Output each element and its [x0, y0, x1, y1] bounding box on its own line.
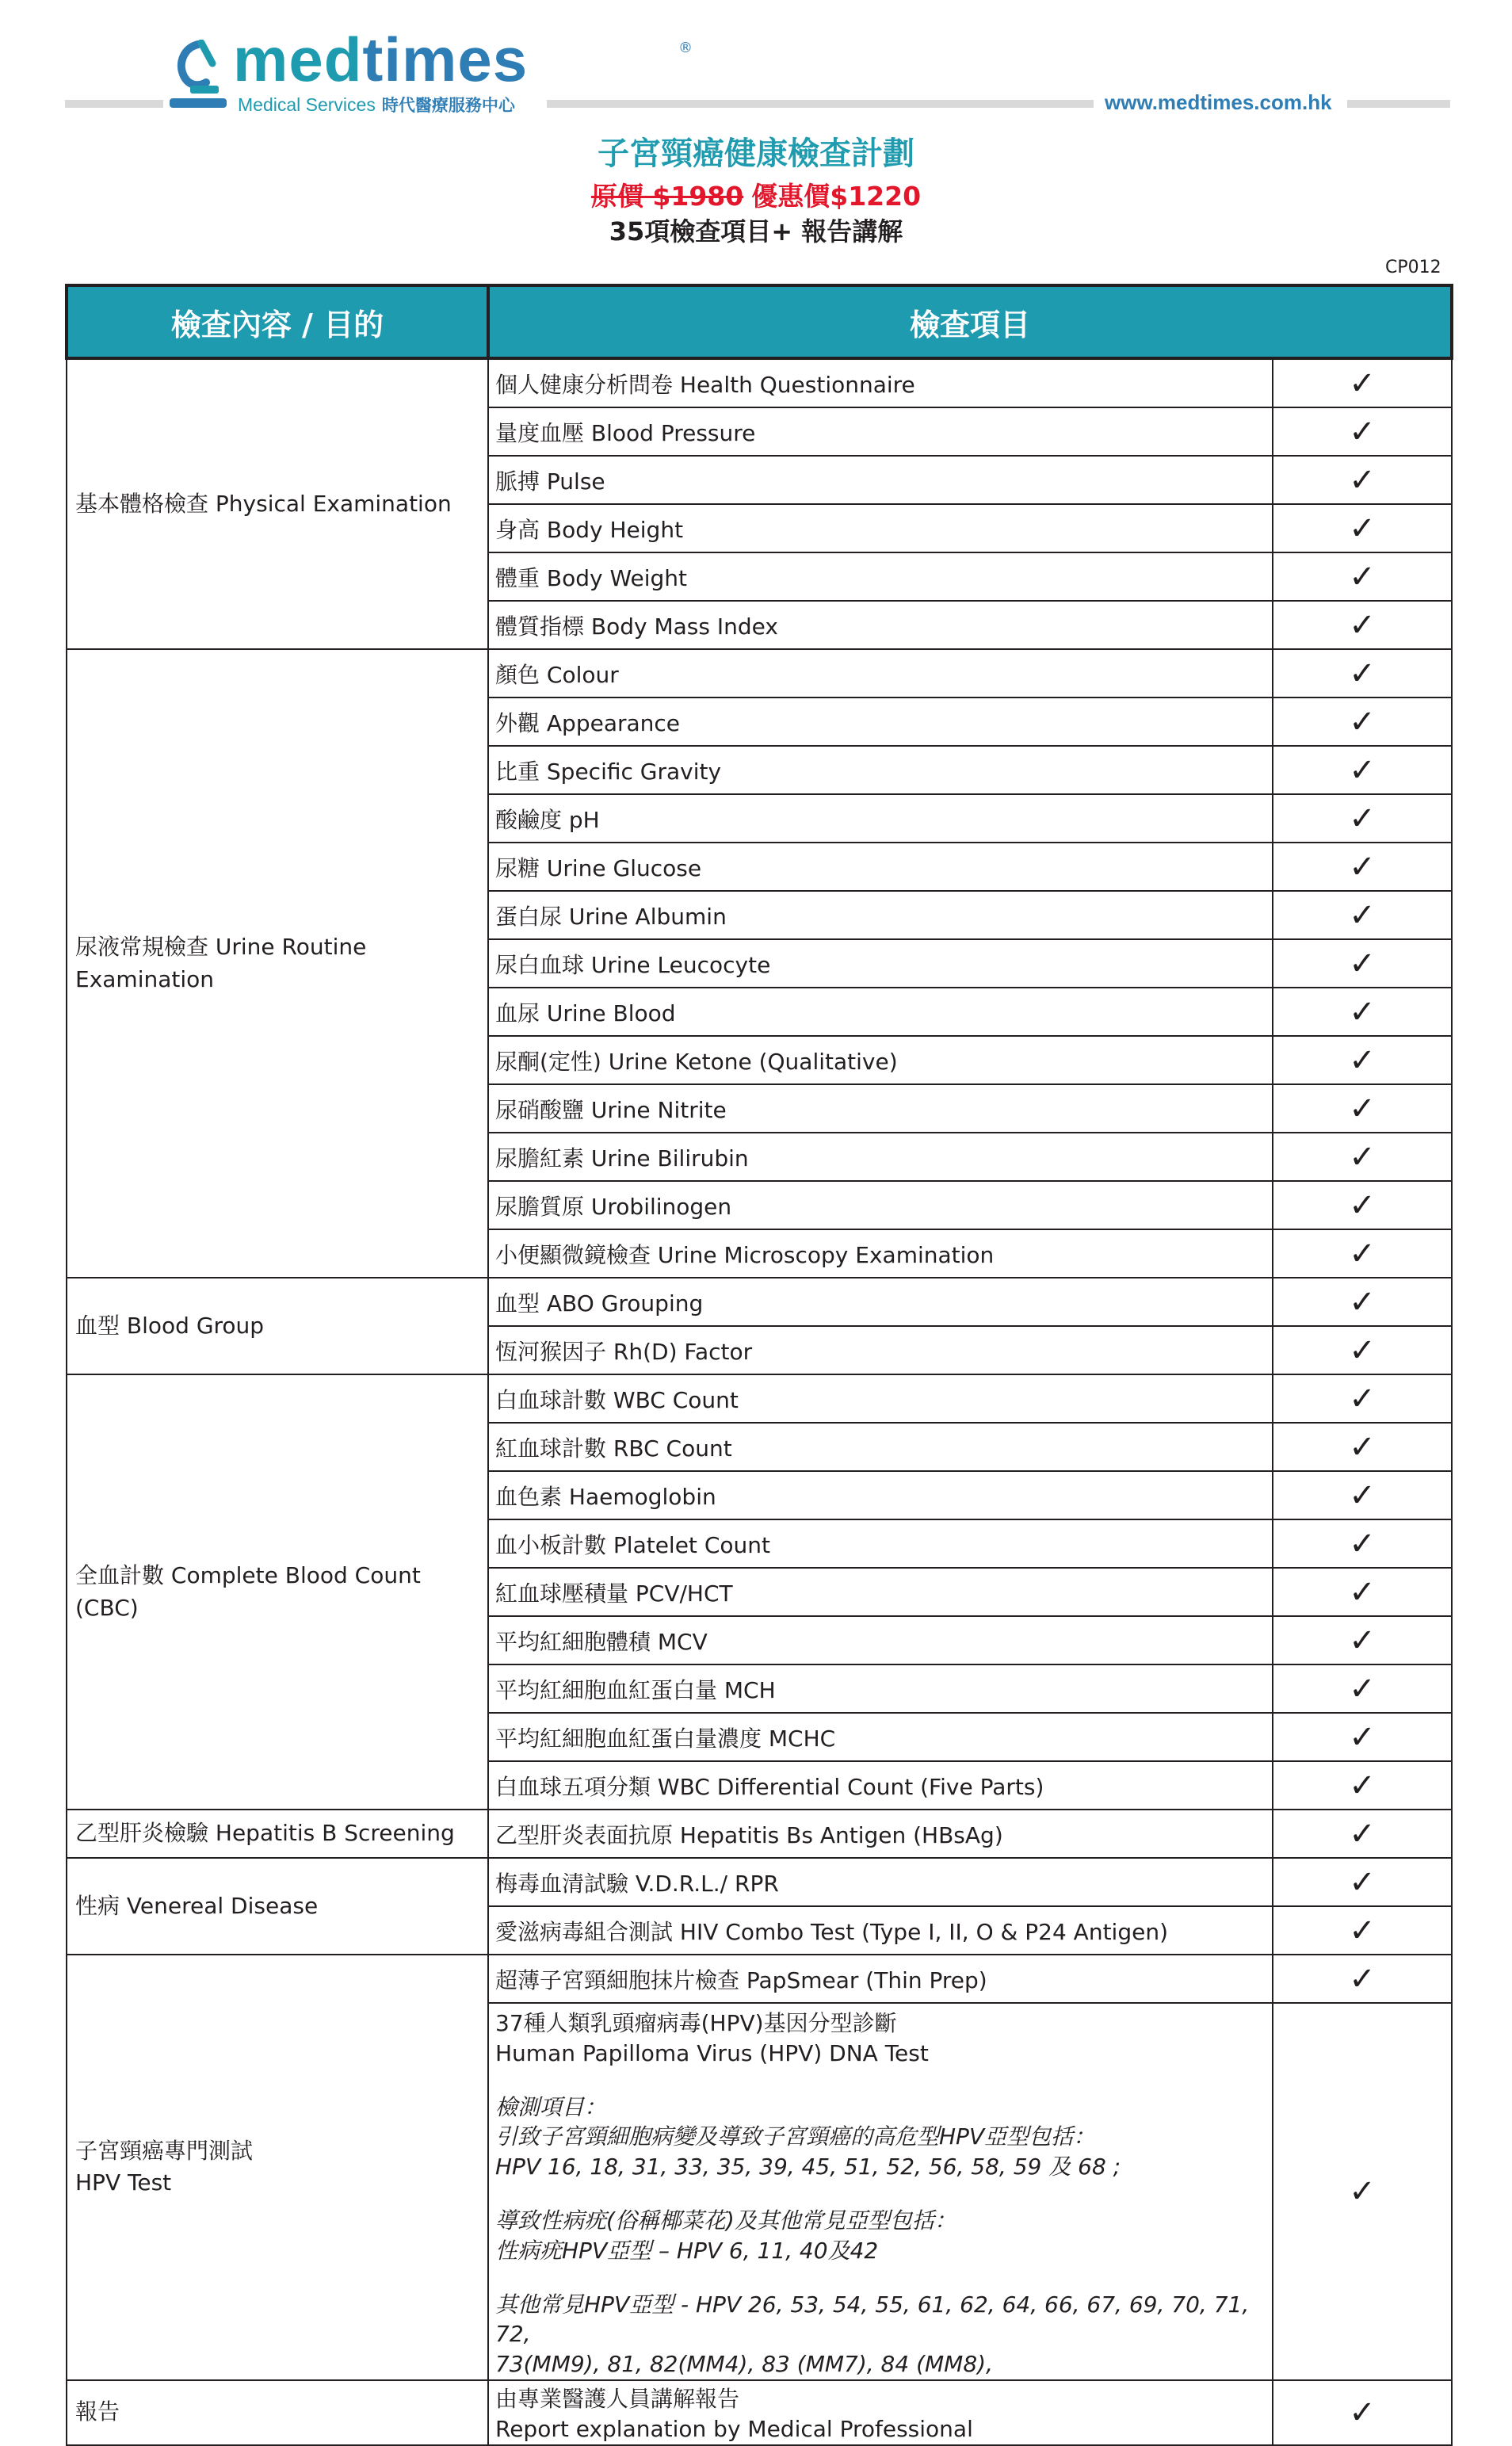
item-cell: 身高 Body Height — [488, 504, 1273, 552]
table-row — [67, 2380, 1452, 2445]
plan-code: CP012 — [1385, 258, 1441, 277]
item-cell: 個人健康分析問卷 Health Questionnaire — [488, 358, 1273, 407]
table-row — [67, 649, 1452, 697]
item-cell: 愛滋病毒組合測試 HIV Combo Test (Type I, II, O & P24 Antigen) — [488, 1906, 1273, 1955]
offer-price: 優惠價$1220 — [751, 181, 922, 212]
item-cell: 顏色 Colour — [488, 649, 1273, 697]
item-cell: 血色素 Haemoglobin — [488, 1471, 1273, 1519]
item-cell: 白血球計數 WBC Count — [488, 1374, 1273, 1423]
check-mark-icon: ✓ — [1273, 504, 1452, 552]
item-cell: 尿膽質原 Urobilinogen — [488, 1181, 1273, 1229]
item-cell: 尿硝酸鹽 Urine Nitrite — [488, 1084, 1273, 1133]
item-cell: 尿膽紅素 Urine Bilirubin — [488, 1133, 1273, 1181]
check-mark-icon: ✓ — [1273, 1229, 1452, 1278]
logo-sub-en: Medical Services — [238, 94, 376, 115]
item-cell: 比重 Specific Gravity — [488, 746, 1273, 794]
table-row — [67, 358, 1452, 407]
check-mark-icon: ✓ — [1273, 1423, 1452, 1471]
header-bar-middle — [547, 100, 1094, 108]
header-bar-left — [65, 100, 163, 108]
check-mark-icon: ✓ — [1273, 794, 1452, 843]
item-cell: 恆河猴因子 Rh(D) Factor — [488, 1326, 1273, 1374]
website-link[interactable]: www.medtimes.com.hk — [1105, 90, 1332, 114]
check-mark-icon: ✓ — [1273, 843, 1452, 891]
check-mark-icon: ✓ — [1273, 456, 1452, 504]
logo-word-times: times — [362, 25, 529, 94]
check-mark-icon: ✓ — [1273, 407, 1452, 456]
hpv-detail-line: 73(MM9), 81, 82(MM4), 83 (MM7), 84 (MM8), — [495, 2351, 993, 2378]
category-cell: 乙型肝炎檢驗 Hepatitis B Screening — [67, 1810, 488, 1858]
category-cell: 性病 Venereal Disease — [67, 1858, 488, 1955]
hpv-dna-cell — [488, 2003, 1273, 2380]
check-mark-icon: ✓ — [1273, 1326, 1452, 1374]
item-cell: 量度血壓 Blood Pressure — [488, 407, 1273, 456]
check-mark-icon: ✓ — [1273, 1761, 1452, 1810]
table-row — [67, 1810, 1452, 1858]
item-cell: 體重 Body Weight — [488, 552, 1273, 601]
item-cell: 平均紅細胞血紅蛋白量 MCH — [488, 1664, 1273, 1713]
check-mark-icon: ✓ — [1273, 1858, 1452, 1906]
item-cell: 乙型肝炎表面抗原 Hepatitis Bs Antigen (HBsAg) — [488, 1810, 1273, 1858]
col-header-category: 檢查內容 / 目的 — [67, 285, 488, 358]
report-line-zh: 由專業醫護人員講解報告 — [495, 2385, 740, 2412]
original-price: 原價 $1980 — [590, 181, 744, 212]
item-cell: 血小板計數 Platelet Count — [488, 1519, 1273, 1568]
hpv-dna-title-zh: 37種人類乳頭瘤病毒(HPV)基因分型診斷 — [495, 2010, 897, 2036]
page-subtitle: 35項檢查項目+ 報告講解 — [609, 216, 903, 247]
logo-sub-zh: 時代醫療服務中心 — [381, 97, 515, 115]
check-mark-icon: ✓ — [1273, 601, 1452, 649]
table-header-row — [67, 285, 1452, 358]
item-cell: 白血球五項分類 WBC Differential Count (Five Parts) — [488, 1761, 1273, 1810]
item-cell: 血型 ABO Grouping — [488, 1278, 1273, 1326]
hpv-dna-title-en: Human Papilloma Virus (HPV) DNA Test — [495, 2039, 929, 2066]
check-mark-icon: ✓ — [1273, 358, 1452, 407]
check-mark-icon: ✓ — [1273, 1616, 1452, 1664]
check-mark-icon: ✓ — [1273, 1181, 1452, 1229]
check-mark-icon: ✓ — [1273, 1568, 1452, 1616]
check-mark-icon: ✓ — [1273, 552, 1452, 601]
hpv-detail-heading: 檢測項目： — [495, 2093, 607, 2120]
item-cell: 蛋白尿 Urine Albumin — [488, 891, 1273, 939]
check-mark-icon: ✓ — [1273, 1278, 1452, 1326]
item-cell: 尿糖 Urine Glucose — [488, 843, 1273, 891]
category-cell: 全血計數 Complete Blood Count (CBC) — [67, 1374, 488, 1810]
check-mark-icon: ✓ — [1273, 1906, 1452, 1955]
check-mark-icon: ✓ — [1273, 1471, 1452, 1519]
check-mark-icon: ✓ — [1273, 939, 1452, 988]
check-mark-icon: ✓ — [1273, 1810, 1452, 1858]
category-cell: 尿液常規檢查 Urine Routine Examination — [67, 649, 488, 1278]
check-mark-icon: ✓ — [1273, 1519, 1452, 1568]
report-cell — [488, 2380, 1273, 2445]
logo-word-med: med — [233, 25, 363, 94]
hpv-detail-line: 性病疣HPV亞型 – HPV 6, 11, 40及42 — [495, 2237, 879, 2264]
item-cell: 梅毒血清試驗 V.D.R.L./ RPR — [488, 1858, 1273, 1906]
hpv-category-en: HPV Test — [75, 2169, 172, 2196]
check-mark-icon: ✓ — [1273, 2380, 1452, 2445]
item-cell: 外觀 Appearance — [488, 697, 1273, 746]
microscope-icon — [166, 40, 228, 113]
logo-subtitle — [238, 93, 515, 117]
category-cell: 報告 — [67, 2380, 488, 2445]
check-mark-icon: ✓ — [1273, 1036, 1452, 1084]
medtimes-logo — [166, 25, 693, 115]
hpv-detail-line: 其他常見HPV亞型 - HPV 26, 53, 54, 55, 61, 62, 64, 66, 67, 69, 70, 71, 72, — [495, 2291, 1250, 2348]
item-cell: 平均紅細胞體積 MCV — [488, 1616, 1273, 1664]
page-title: 子宮頸癌健康檢查計劃 — [598, 136, 914, 172]
check-mark-icon: ✓ — [1273, 1374, 1452, 1423]
check-mark-icon: ✓ — [1273, 891, 1452, 939]
registered-mark: ® — [678, 40, 693, 56]
check-mark-icon: ✓ — [1273, 2003, 1452, 2380]
check-mark-icon: ✓ — [1273, 1133, 1452, 1181]
check-mark-icon: ✓ — [1273, 697, 1452, 746]
item-cell: 尿酮(定性) Urine Ketone (Qualitative) — [488, 1036, 1273, 1084]
category-cell: 基本體格檢查 Physical Examination — [67, 358, 488, 649]
category-cell — [67, 1955, 488, 2380]
hpv-detail-line: 引致子宮頸細胞病變及導致子宮頸癌的高危型HPV亞型包括： — [495, 2123, 1096, 2150]
item-cell: 紅血球計數 RBC Count — [488, 1423, 1273, 1471]
hpv-category-zh: 子宮頸癌專門測試 — [75, 2137, 254, 2164]
item-cell: 紅血球壓積量 PCV/HCT — [488, 1568, 1273, 1616]
check-mark-icon: ✓ — [1273, 746, 1452, 794]
item-cell: 平均紅細胞血紅蛋白量濃度 MCHC — [488, 1713, 1273, 1761]
check-mark-icon: ✓ — [1273, 988, 1452, 1036]
hpv-detail-line: 導致性病疣(俗稱椰菜花)及其他常見亞型包括： — [495, 2207, 956, 2234]
check-mark-icon: ✓ — [1273, 1664, 1452, 1713]
check-mark-icon: ✓ — [1273, 649, 1452, 697]
item-cell: 小便顯微鏡檢查 Urine Microscopy Examination — [488, 1229, 1273, 1278]
price-line — [0, 176, 1512, 213]
item-cell: 超薄子宮頸細胞抹片檢查 PapSmear (Thin Prep) — [488, 1955, 1273, 2003]
item-cell: 酸鹼度 pH — [488, 794, 1273, 843]
checkup-table — [65, 284, 1453, 2446]
item-cell: 血尿 Urine Blood — [488, 988, 1273, 1036]
item-cell: 尿白血球 Urine Leucocyte — [488, 939, 1273, 988]
category-cell: 血型 Blood Group — [67, 1278, 488, 1374]
check-mark-icon: ✓ — [1273, 1084, 1452, 1133]
header-bar-right — [1347, 100, 1450, 108]
item-cell: 脈搏 Pulse — [488, 456, 1273, 504]
check-mark-icon: ✓ — [1273, 1713, 1452, 1761]
table-row — [67, 1374, 1452, 1423]
report-line-en: Report explanation by Medical Professional — [495, 2415, 973, 2442]
table-row — [67, 1278, 1452, 1326]
table-body — [67, 358, 1452, 2445]
item-cell: 體質指標 Body Mass Index — [488, 601, 1273, 649]
table-row — [67, 1858, 1452, 1906]
check-mark-icon: ✓ — [1273, 1955, 1452, 2003]
table-row — [67, 1955, 1452, 2003]
col-header-items: 檢查項目 — [488, 285, 1452, 358]
hpv-detail-line: HPV 16, 18, 31, 33, 35, 39, 45, 51, 52, 56, 58, 59 及 68 ; — [495, 2154, 1121, 2180]
